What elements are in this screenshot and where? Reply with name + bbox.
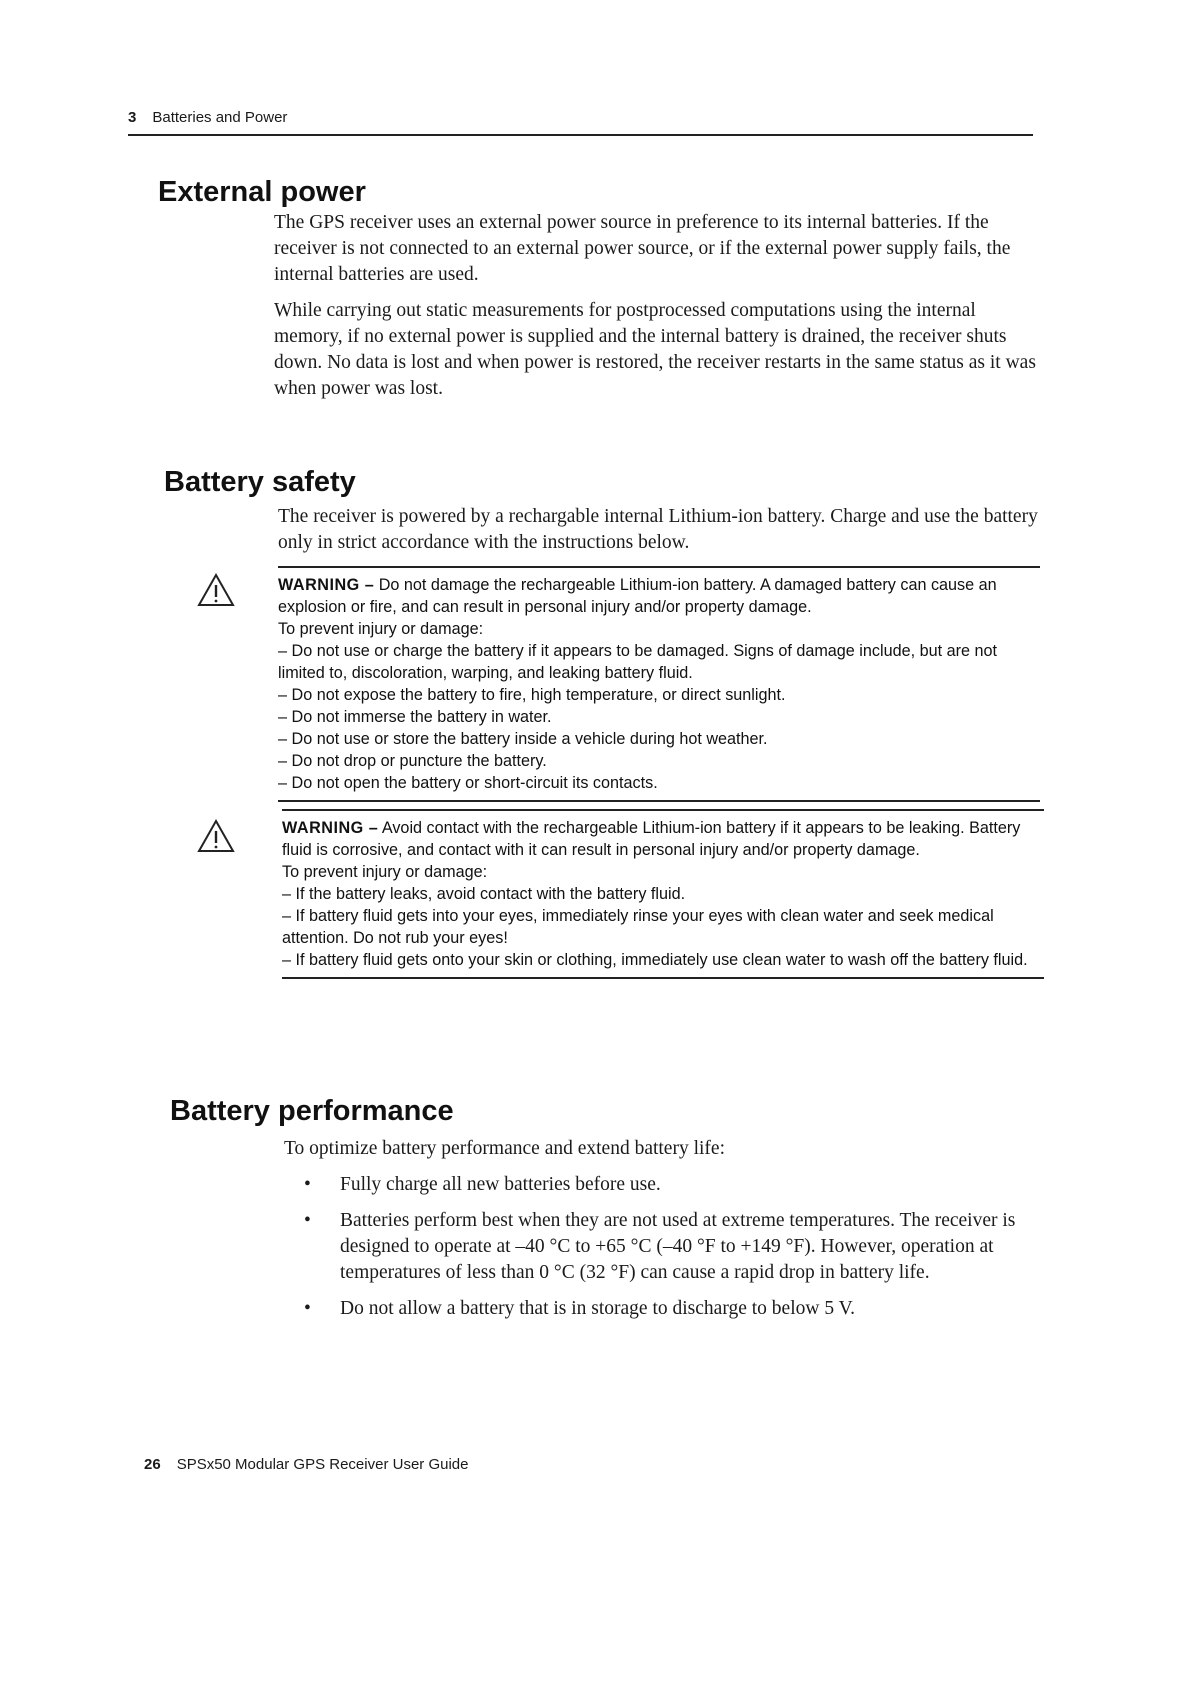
warning-item: – Do not expose the battery to fire, high temperature, or direct sunlight.	[278, 686, 786, 704]
warning-triangle-icon	[196, 572, 236, 608]
list-item-text: Batteries perform best when they are not used at extreme temperatures. The receiver is designed to operate at –40 °C to +65 °C (–40 °F to +149 °F). However, operation at temperatures of less than 0 °C (32 °F) can cause a rapid drop in battery life.	[340, 1210, 1016, 1283]
warning-item: – Do not drop or puncture the battery.	[278, 752, 547, 770]
bullet-icon: •	[304, 1174, 311, 1195]
warning-item: – If battery fluid gets into your eyes, immediately rinse your eyes with clean water and seek medical attention. Do not rub your eyes!	[282, 907, 994, 947]
battery-safety-intro	[278, 504, 1040, 566]
external-power-body	[274, 210, 1036, 412]
running-footer	[144, 1455, 468, 1475]
warning-label: WARNING –	[278, 576, 375, 594]
document-title: SPSx50 Modular GPS Receiver User Guide	[176, 1456, 469, 1473]
list-item	[284, 1296, 1046, 1322]
list-item-text: Fully charge all new batteries before use.	[340, 1174, 661, 1195]
heading-external-power: External power	[158, 176, 366, 208]
warning-text: Avoid contact with the rechargeable Lithium-ion battery if it appears to be leaking. Battery fluid is corrosive, and contact with it can result in personal injury and/or property damage.	[282, 819, 1021, 859]
warning-item: – Do not use or charge the battery if it appears to be damaged. Signs of damage include, but are not limited to, discoloration, warping, and leaking battery fluid.	[278, 642, 998, 682]
rule-bottom	[282, 977, 1044, 979]
warning-text: Do not damage the rechargeable Lithium-ion battery. A damaged battery can cause an explosion or fire, and can result in personal injury and/or property damage.	[278, 576, 997, 616]
warning-item: – Do not use or store the battery inside a vehicle during hot weather.	[278, 730, 768, 748]
heading-battery-performance: Battery performance	[170, 1095, 454, 1127]
page-number: 26	[144, 1456, 161, 1473]
warning-prevent: To prevent injury or damage:	[282, 863, 488, 881]
paragraph: To optimize battery performance and extend battery life:	[284, 1138, 725, 1159]
warning-label: WARNING –	[282, 819, 379, 837]
paragraph: The receiver is powered by a rechargable internal Lithium-ion battery. Charge and use the battery only in strict accordance with the instructions below.	[278, 506, 1038, 553]
warning-triangle-icon	[196, 818, 236, 854]
warning-box-1	[278, 566, 1040, 802]
heading-battery-safety: Battery safety	[164, 466, 356, 498]
rule-bottom	[278, 800, 1040, 802]
list-item	[284, 1208, 1046, 1286]
bullet-list	[284, 1172, 1046, 1322]
paragraph: The GPS receiver uses an external power source in preference to its internal batteries. If the receiver is not connected to an external power source, or if the external power supply fails, the internal batteries are used.	[274, 212, 1011, 285]
chapter-title: Batteries and Power	[152, 109, 288, 126]
warning-item: – If the battery leaks, avoid contact with the battery fluid.	[282, 885, 686, 903]
list-item	[284, 1172, 1046, 1198]
paragraph: While carrying out static measurements for postprocessed computations using the internal memory, if no external power is supplied and the internal battery is drained, the receiver shuts down. No data is lost and when power is restored, the receiver restarts in the same status as it was when power was lost.	[274, 300, 1036, 399]
bullet-icon: •	[304, 1298, 311, 1319]
list-item-text: Do not allow a battery that is in storage to discharge to below 5 V.	[340, 1298, 856, 1319]
warning-box-2	[282, 809, 1044, 979]
chapter-number: 3	[128, 109, 137, 126]
warning-item: – If battery fluid gets onto your skin or clothing, immediately use clean water to wash off the battery fluid.	[282, 951, 1028, 969]
running-header	[128, 108, 1033, 136]
battery-performance-body	[284, 1136, 1046, 1332]
warning-item: – Do not open the battery or short-circuit its contacts.	[278, 774, 658, 792]
warning-prevent: To prevent injury or damage:	[278, 620, 484, 638]
warning-item: – Do not immerse the battery in water.	[278, 708, 552, 726]
bullet-icon: •	[304, 1210, 311, 1231]
